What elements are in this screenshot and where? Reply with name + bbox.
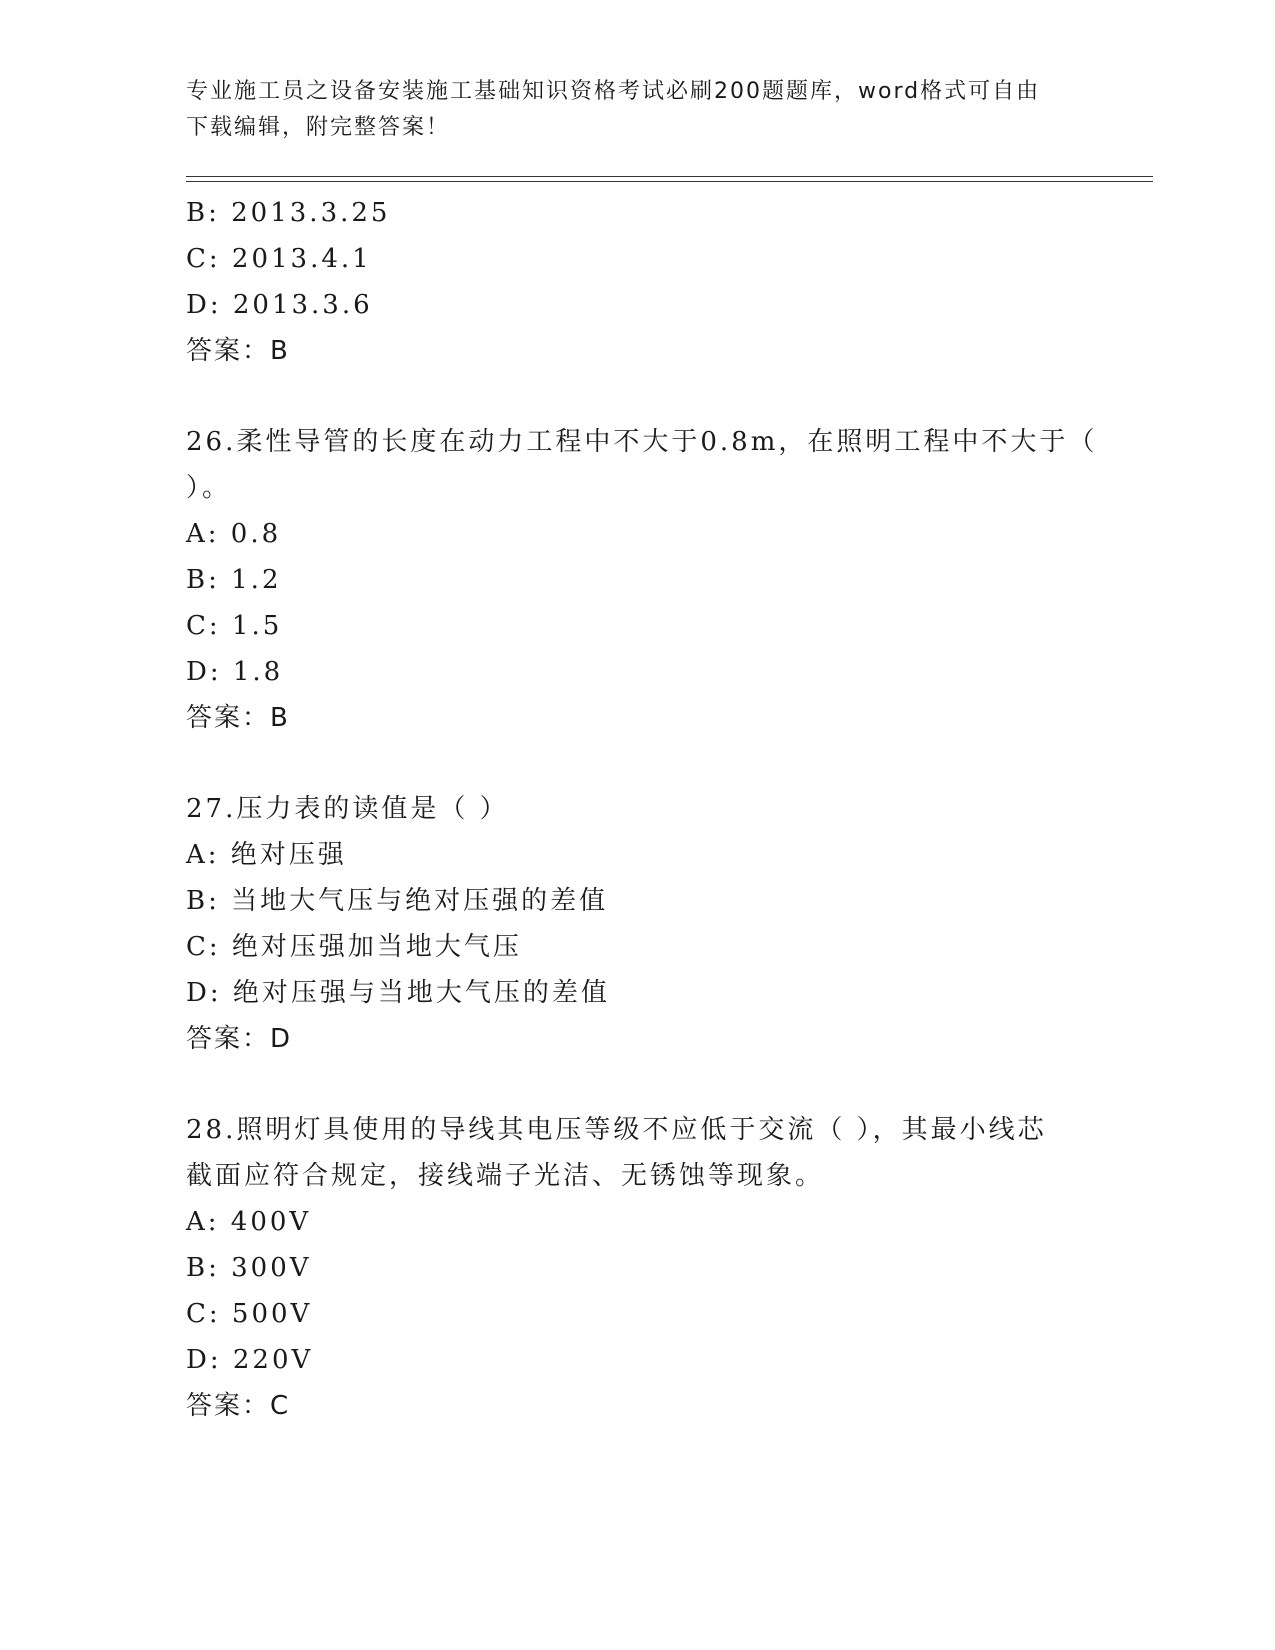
option-d: D: 1.8 (186, 657, 284, 687)
header-divider-bottom (186, 181, 1153, 182)
option-d: D: 2013.3.6 (186, 290, 373, 320)
question-28 (186, 1107, 1086, 1429)
header-divider-top (186, 176, 1153, 177)
question-stem (186, 1107, 1086, 1199)
option-b: B: 2013.3.25 (186, 198, 391, 228)
question-stem (186, 419, 1098, 511)
question-stem-line-2: ）。 (186, 473, 232, 503)
header-title-line-2: 下载编辑，附完整答案！ (186, 115, 451, 140)
question-27 (186, 786, 1086, 1062)
option-c: C: 2013.4.1 (186, 244, 372, 274)
option-a: A: 400V (186, 1207, 312, 1237)
option-c: C: 1.5 (186, 611, 283, 641)
answer-line: 答案：D (186, 1024, 293, 1054)
question-stem-line-1: 26.柔性导管的长度在动力工程中不大于0.8m，在照明工程中不大于（ (186, 427, 1098, 457)
question-stem (186, 786, 1086, 832)
header-title-line-1: 专业施工员之设备安装施工基础知识资格考试必刷200题题库，word格式可自由 (186, 79, 1041, 104)
question-stem-line-1: 27.压力表的读值是（ ） (186, 794, 509, 824)
question-stem-line-1: 28.照明灯具使用的导线其电压等级不应低于交流（ ），其最小线芯 (186, 1115, 1047, 1145)
document-header (186, 74, 1086, 146)
question-stem-line-2: 截面应符合规定，接线端子光洁、无锈蚀等现象。 (186, 1161, 825, 1191)
answer-line: 答案：C (186, 1391, 291, 1421)
spacer (186, 1062, 1086, 1107)
answer-line: 答案：B (186, 703, 290, 733)
option-c: C: 500V (186, 1299, 313, 1329)
option-d: D: 绝对压强与当地大气压的差值 (186, 978, 610, 1008)
question-list (186, 190, 1098, 1429)
option-b: B: 1.2 (186, 565, 282, 595)
option-b: B: 当地大气压与绝对压强的差值 (186, 886, 609, 916)
previous-question-tail (186, 190, 1086, 374)
spacer (186, 741, 1086, 786)
option-d: D: 220V (186, 1345, 314, 1375)
spacer (186, 374, 1086, 419)
answer-line: 答案：B (186, 336, 290, 366)
question-26 (186, 419, 1098, 741)
option-a: A: 0.8 (186, 519, 282, 549)
option-c: C: 绝对压强加当地大气压 (186, 932, 522, 962)
option-a: A: 绝对压强 (186, 840, 347, 870)
option-b: B: 300V (186, 1253, 312, 1283)
